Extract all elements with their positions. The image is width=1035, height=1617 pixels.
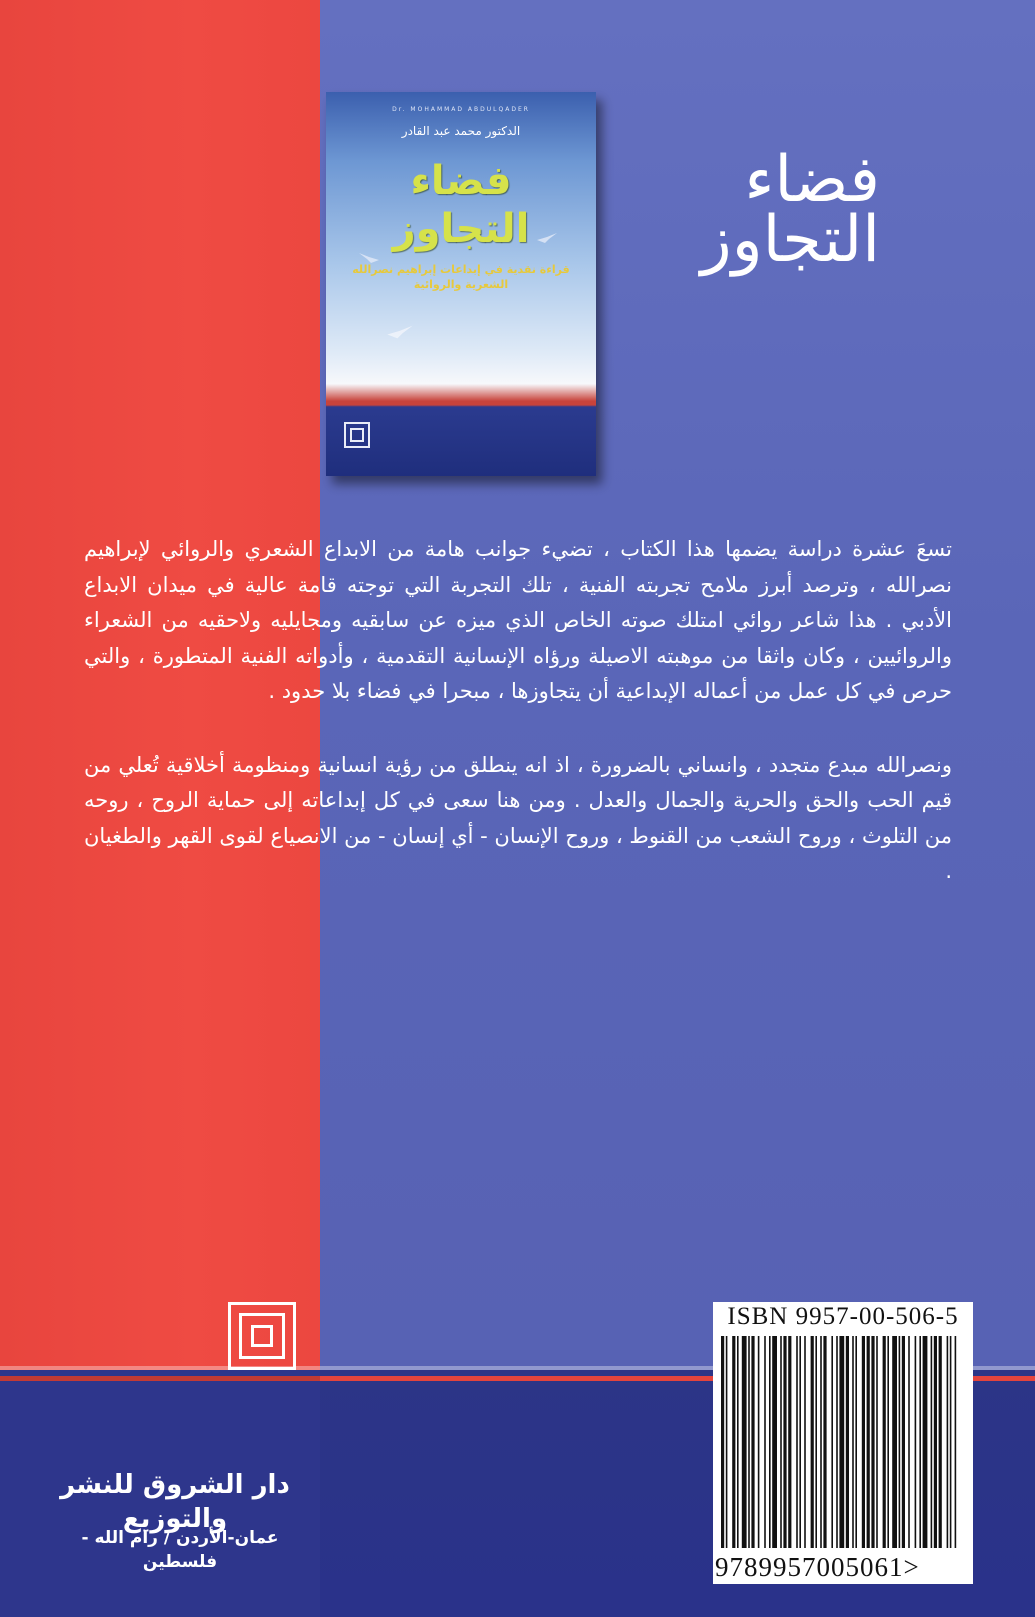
barcode-bar [751, 1336, 754, 1548]
barcode [719, 1336, 961, 1548]
barcode-bar [839, 1336, 844, 1548]
barcode-bar [876, 1336, 878, 1548]
barcode-bar [950, 1336, 952, 1548]
barcode-bar [820, 1336, 822, 1548]
title-line2: التجاوز [700, 203, 880, 277]
mini-cover-author: الدكتور محمد عبد القادر [401, 124, 521, 138]
barcode-bar [852, 1336, 854, 1548]
bird-icon [536, 232, 558, 244]
mini-cover-top-line: Dr. MOHAMMAD ABDULQADER [392, 106, 530, 113]
barcode-bar [867, 1336, 870, 1548]
barcode-bar [939, 1336, 942, 1548]
barcode-bar [764, 1336, 766, 1548]
barcode-bar [892, 1336, 897, 1548]
barcode-marker: > [903, 1552, 920, 1582]
description [84, 532, 952, 928]
barcode-bar [772, 1336, 777, 1548]
publisher-logo-inner [239, 1313, 285, 1359]
barcode-bar [862, 1336, 865, 1548]
red-stripe-left [0, 1376, 320, 1381]
barcode-bar [758, 1336, 760, 1548]
barcode-bar [855, 1336, 857, 1548]
barcode-bar [721, 1336, 724, 1548]
description-paragraph: ونصرالله مبدع متجدد ، وانساني بالضرورة ، اذ انه ينطلق من رؤية انسانية ومنظومة أخلاقية تُعلي من قيم الحب والحق والحرية والجمال والعدل . ومن هنا سعى في كل إبداعاته إلى حماية الروح ، روحه من التلوث ، وروح الشعب من القنوط ، وروح الإنسان - أي إنسان - من الانصياع لقوى القهر والطغيان . [83, 752, 952, 883]
barcode-bar [836, 1336, 838, 1548]
barcode-bar [871, 1336, 874, 1548]
barcode-bar [748, 1336, 750, 1548]
front-cover-thumbnail [326, 92, 596, 476]
barcode-bar [737, 1336, 739, 1548]
barcode-bar [955, 1336, 957, 1548]
barcode-number: 9789957005061 [715, 1552, 904, 1582]
book-title [600, 143, 880, 277]
barcode-bar [742, 1336, 747, 1548]
barcode-bar [947, 1336, 949, 1548]
barcode-digits [713, 1552, 975, 1584]
publisher-name: دار الشروق للنشر والتوزيع [60, 1470, 290, 1534]
barcode-bar [908, 1336, 910, 1548]
publisher-location: عمان-الأردن / رام الله - فلسطين [81, 1528, 279, 1572]
barcode-bar [726, 1336, 728, 1548]
barcode-bar [934, 1336, 937, 1548]
mini-cover-title-line2: التجاوز [392, 206, 530, 252]
barcode-bar [831, 1336, 833, 1548]
barcode-bar [883, 1336, 886, 1548]
barcode-bar [915, 1336, 917, 1548]
barcode-bar [769, 1336, 771, 1548]
barcode-bar [923, 1336, 928, 1548]
barcode-bar [732, 1336, 735, 1548]
bird-icon [358, 252, 380, 264]
isbn-barcode-block [713, 1302, 973, 1584]
barcode-bar [788, 1336, 791, 1548]
publisher-logo-icon [228, 1302, 296, 1370]
barcode-bar [815, 1336, 817, 1548]
isbn-label: ISBN 9957-00-506-5 [727, 1303, 959, 1330]
barcode-bar [846, 1336, 849, 1548]
barcode-bar [899, 1336, 901, 1548]
barcode-bar [902, 1336, 905, 1548]
publisher-logo-core [251, 1325, 273, 1347]
title-line1: فضاء [744, 143, 880, 217]
barcode-bar [931, 1336, 933, 1548]
barcode-bar [811, 1336, 814, 1548]
description-paragraph: تسعَ عشرة دراسة يضمها هذا الكتاب ، تضيء جوانب هامة من الابداع الشعري والروائي لإبراهيم نصرالله ، وترصد أبرز ملامح تجربته الفنية ، تلك التجربة التي توجته قامة عالية في ميدان الابداع الأدبي . هذا شاعر روائي امتلك صوته الخاص الذي ميزه عن سابقيه ومجايليه ولاحقيه من الشعراء والروائيين ، وكان واثقا من موهبته الاصيلة ورؤاه الإنسانية التقدمية ، وأدواته الفنية المتطورة ، والتي حرص في كل عمل من أعماله الإبداعية أن يتجاوزها ، مبحرا في فضاء بلا حدود . [84, 537, 952, 703]
barcode-bar [783, 1336, 786, 1548]
bird-icon [386, 324, 414, 340]
barcode-bar [804, 1336, 806, 1548]
mini-cover-title-line1: فضاء [410, 158, 512, 204]
barcode-bar [823, 1336, 826, 1548]
barcode-bar [799, 1336, 801, 1548]
barcode-bar [919, 1336, 921, 1548]
mini-cover-subtitle: قراءة نقدية في إبداعات إبراهيم نصرالله الشعرية والروائية [352, 263, 570, 291]
barcode-bar [796, 1336, 798, 1548]
barcode-bar [780, 1336, 782, 1548]
barcode-bar [887, 1336, 889, 1548]
mini-publisher-logo [344, 422, 370, 448]
